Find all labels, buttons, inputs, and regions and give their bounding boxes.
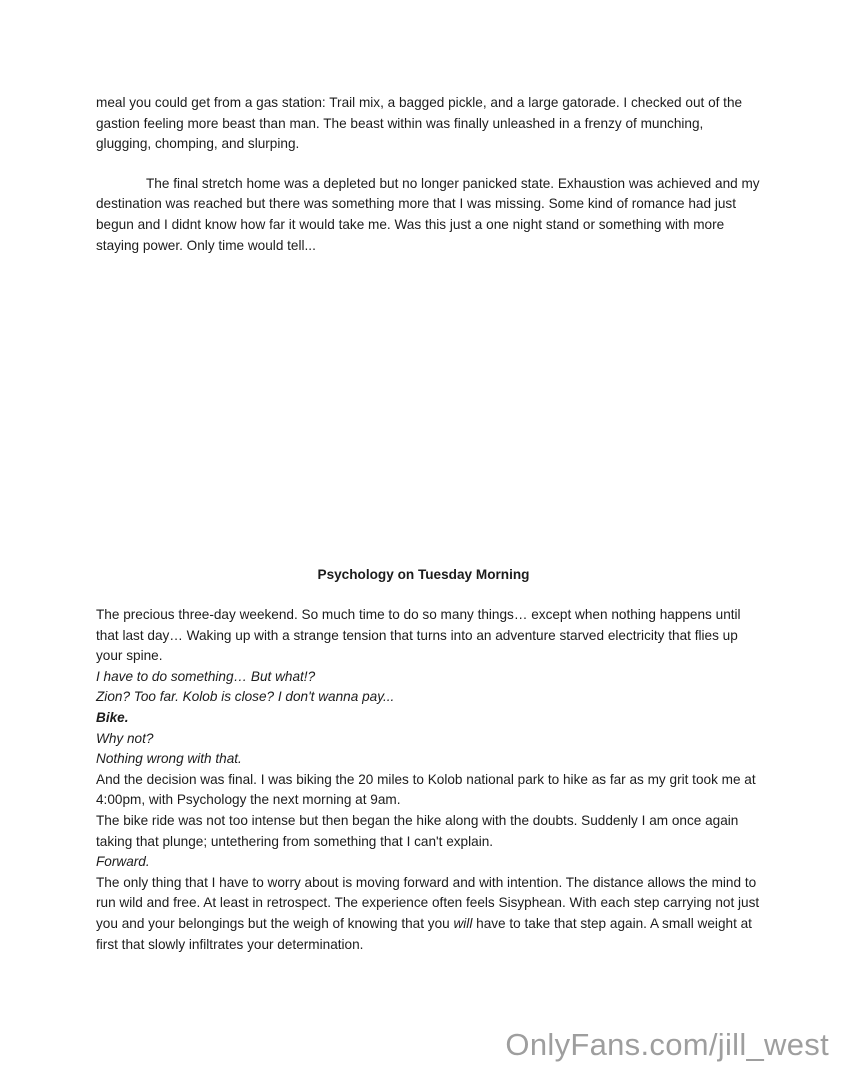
paragraph-gas-station: meal you could get from a gas station: Trail mix, a bagged pickle, and a large gatorade. I checked out of the gastion feeling more beast than man. The beast within was finally unleashed in a frenzy of munching, glugging, chomping, and slurping. xyxy=(96,95,743,152)
paragraph-bike-ride: The bike ride was not too intense but then began the hike along with the doubts. Suddenly I am once again taking that plunge; untethering from something that I can't explain. xyxy=(96,812,739,849)
watermark: OnlyFans.com/jill_west xyxy=(505,1027,829,1062)
thought-line-1: I have to do something… But what!? xyxy=(96,668,316,684)
final-text-after: have to take that step again. A small weight at first that slowly infiltrates your determination. xyxy=(96,915,752,952)
section-title: Psychology on Tuesday Morning xyxy=(317,567,530,582)
bike-line: Bike. xyxy=(96,709,129,725)
thought-line-2: Zion? Too far. Kolob is close? I don't wanna pay... xyxy=(96,689,395,705)
final-text-emphasis: will xyxy=(453,915,473,931)
paragraph-intro: The precious three-day weekend. So much time to do so many things… except when nothing happens until that last day… Waking up with a strange tension that turns into an adventure starved electricity that flies up your spine. xyxy=(96,607,741,664)
nothing-wrong-line: Nothing wrong with that. xyxy=(96,751,242,767)
top-text-block xyxy=(96,93,761,256)
paragraph-decision: And the decision was final. I was biking the 20 miles to Kolob national park to hike as far as my grit took me at 4:00pm, with Psychology the next morning at 9am. xyxy=(96,771,756,808)
why-not-line: Why not? xyxy=(96,730,154,746)
forward-line: Forward. xyxy=(96,854,150,870)
paragraph-final-stretch: The final stretch home was a depleted but no longer panicked state. Exhaustion was achieved and my destination was reached but there was something more that I was missing. Some kind of romance had just begun and I didnt know how far it would take me. Was this just a one night stand or something with more staying power. Only time would tell... xyxy=(96,175,760,253)
final-text-before: The only thing that I have to worry about is moving forward and with intention. The distance allows the mind to run wild and free. At least in retrospect. The experience often feels Sisyphean. With each step carrying not just you and your belongings but the weigh of knowing that you xyxy=(96,874,760,931)
bottom-text-block xyxy=(96,605,761,955)
paragraph-final xyxy=(96,873,761,955)
